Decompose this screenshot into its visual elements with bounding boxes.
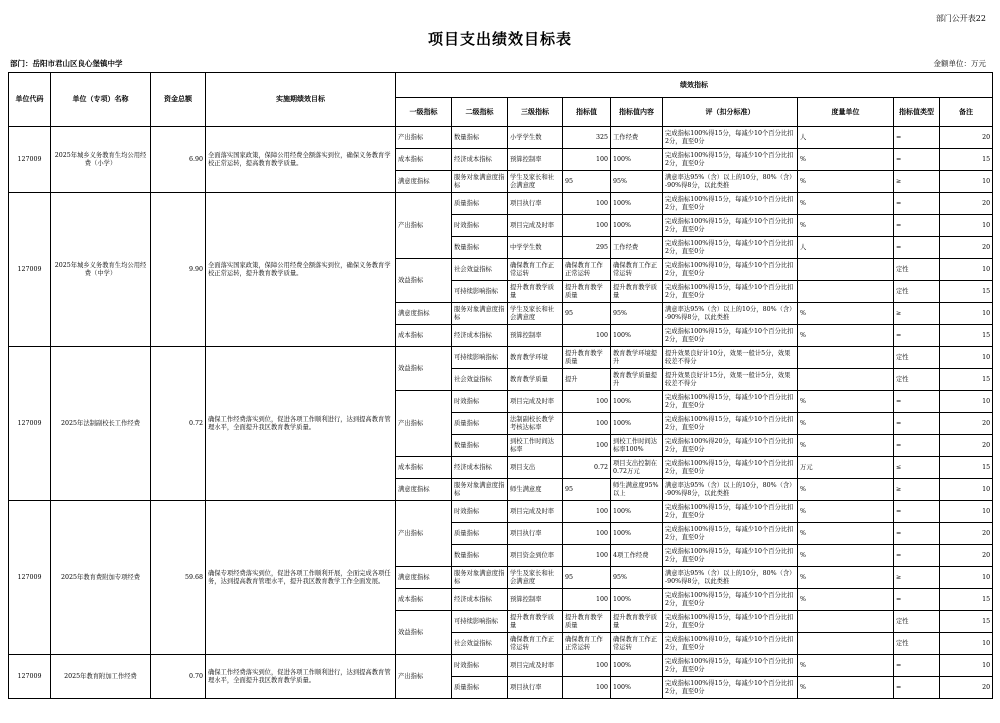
level2-cell: 可持续影响指标 bbox=[452, 611, 508, 633]
unit-code-cell: 127009 bbox=[9, 127, 51, 193]
criteria-cell: 完成指标100%得15分，每减少10个百分比扣2分，直至0分 bbox=[663, 149, 798, 171]
note-cell: 15 bbox=[940, 325, 993, 347]
note-cell: 15 bbox=[940, 149, 993, 171]
value-cell: 100 bbox=[563, 501, 611, 523]
value-type-cell: 定性 bbox=[894, 281, 940, 303]
level1-cell: 满意度指标 bbox=[396, 171, 452, 193]
value-content-cell: 95% bbox=[611, 567, 663, 589]
value-cell: 100 bbox=[563, 325, 611, 347]
value-cell: 100 bbox=[563, 413, 611, 435]
measure-unit-cell: 万元 bbox=[798, 457, 894, 479]
value-cell: 100 bbox=[563, 655, 611, 677]
level2-cell: 时效指标 bbox=[452, 501, 508, 523]
value-cell: 95 bbox=[563, 303, 611, 325]
level3-cell: 法制副校长教学考核达标率 bbox=[508, 413, 563, 435]
criteria-cell: 完成指标100%得15分，每减少10个百分比扣2分，直至0分 bbox=[663, 325, 798, 347]
level3-cell: 项目资金到位率 bbox=[508, 545, 563, 567]
level2-cell: 服务对象满意度指标 bbox=[452, 171, 508, 193]
measure-unit-cell: % bbox=[798, 325, 894, 347]
measure-unit-cell: % bbox=[798, 677, 894, 699]
criteria-cell: 完成指标100%得15分，每减少10个百分比扣2分，直至0分 bbox=[663, 457, 798, 479]
value-type-cell: = bbox=[894, 193, 940, 215]
table-row bbox=[9, 193, 993, 215]
criteria-cell: 完成指标100%得10分，每减少10个百分比扣2分，直至0分 bbox=[663, 259, 798, 281]
level3-cell: 项目执行率 bbox=[508, 677, 563, 699]
value-content-cell: 100% bbox=[611, 215, 663, 237]
level1-cell: 产出指标 bbox=[396, 655, 452, 699]
value-type-cell: = bbox=[894, 589, 940, 611]
level1-cell: 产出指标 bbox=[396, 193, 452, 259]
level2-cell: 服务对象满意度指标 bbox=[452, 303, 508, 325]
level2-cell: 社会效益指标 bbox=[452, 369, 508, 391]
level3-cell: 小学学生数 bbox=[508, 127, 563, 149]
measure-unit-cell: % bbox=[798, 171, 894, 193]
level1-cell: 产出指标 bbox=[396, 127, 452, 149]
value-type-cell: ≥ bbox=[894, 567, 940, 589]
level1-cell: 效益指标 bbox=[396, 347, 452, 391]
value-content-cell: 师生满意度95%以上 bbox=[611, 479, 663, 501]
header-value-type: 指标值类型 bbox=[894, 98, 940, 127]
criteria-cell: 完成指标100%得15分，每减少10个百分比扣2分，直至0分 bbox=[663, 237, 798, 259]
value-cell: 100 bbox=[563, 391, 611, 413]
level1-cell: 成本指标 bbox=[396, 589, 452, 611]
criteria-cell: 完成指标100%得15分，每减少10个百分比扣2分，直至0分 bbox=[663, 127, 798, 149]
value-cell: 100 bbox=[563, 435, 611, 457]
goal-cell: 全面落实国家政策，保障公用经费全额落实到位，确保义务教育学校正常运转，提升教育教学质量。 bbox=[206, 193, 396, 347]
level2-cell: 时效指标 bbox=[452, 391, 508, 413]
note-cell: 15 bbox=[940, 281, 993, 303]
measure-unit-cell: % bbox=[798, 567, 894, 589]
header-value-content: 指标值内容 bbox=[611, 98, 663, 127]
level3-cell: 项目执行率 bbox=[508, 523, 563, 545]
level2-cell: 质量指标 bbox=[452, 413, 508, 435]
page-number: 部门公开表22 bbox=[935, 14, 986, 23]
value-cell: 100 bbox=[563, 677, 611, 699]
criteria-cell: 完成指标100%得15分，每减少10个百分比扣2分，直至0分 bbox=[663, 589, 798, 611]
project-name-cell: 2025年城乡义务教育生均公用经费（中学） bbox=[51, 193, 151, 347]
level3-cell: 项目执行率 bbox=[508, 193, 563, 215]
value-type-cell: 定性 bbox=[894, 369, 940, 391]
value-type-cell: = bbox=[894, 435, 940, 457]
level2-cell: 服务对象满意度指标 bbox=[452, 567, 508, 589]
measure-unit-cell: 人 bbox=[798, 127, 894, 149]
unit-code-cell: 127009 bbox=[9, 655, 51, 699]
level2-cell: 社会效益指标 bbox=[452, 259, 508, 281]
value-type-cell: = bbox=[894, 523, 940, 545]
value-content-cell: 100% bbox=[611, 413, 663, 435]
value-content-cell: 教育教学环境提升 bbox=[611, 347, 663, 369]
note-cell: 10 bbox=[940, 633, 993, 655]
amount-cell: 9.90 bbox=[151, 193, 206, 347]
value-cell: 提升教育教学质量 bbox=[563, 347, 611, 369]
level2-cell: 经济成本指标 bbox=[452, 457, 508, 479]
unit-code-cell: 127009 bbox=[9, 193, 51, 347]
goal-cell: 全面落实国家政策，保障公用经费全额落实到位，确保义务教育学校正常运转，提高教育教学质量。 bbox=[206, 127, 396, 193]
note-cell: 20 bbox=[940, 677, 993, 699]
goal-cell: 确保工作经费落实到位，促进各项工作顺利进行，达到提高教育管理水平，全面提升我区教育教学质量。 bbox=[206, 347, 396, 501]
value-cell: 提升 bbox=[563, 369, 611, 391]
level1-cell: 成本指标 bbox=[396, 149, 452, 171]
value-content-cell: 确保教育工作正常运转 bbox=[611, 259, 663, 281]
level1-cell: 效益指标 bbox=[396, 259, 452, 303]
value-content-cell: 100% bbox=[611, 501, 663, 523]
value-cell: 100 bbox=[563, 545, 611, 567]
note-cell: 10 bbox=[940, 215, 993, 237]
criteria-cell: 满意率达95%（含）以上的10分，80%（含）-90%得8分，以此类推 bbox=[663, 567, 798, 589]
criteria-cell: 完成指标100%得15分，每减少10个百分比扣2分，直至0分 bbox=[663, 677, 798, 699]
level3-cell: 项目完成及时率 bbox=[508, 501, 563, 523]
page-title: 项目支出绩效目标表 bbox=[427, 30, 572, 48]
note-cell: 10 bbox=[940, 303, 993, 325]
table-row bbox=[9, 127, 993, 149]
level3-cell: 确保教育工作正常运转 bbox=[508, 633, 563, 655]
level3-cell: 中学学生数 bbox=[508, 237, 563, 259]
level3-cell: 教育教学环境 bbox=[508, 347, 563, 369]
criteria-cell: 完成指标100%得15分，每减少10个百分比扣2分，直至0分 bbox=[663, 523, 798, 545]
goal-cell: 确保专项经费落实到位，促进各项工作顺利开展，全面完成各项任务，达到提高教育管理水平，提升我区教育教学工作全面发展。 bbox=[206, 501, 396, 655]
header-criteria: 评（扣分标准） bbox=[663, 98, 798, 127]
level1-cell: 产出指标 bbox=[396, 391, 452, 457]
value-cell: 100 bbox=[563, 523, 611, 545]
project-name-cell: 2025年教育附加工作经费 bbox=[51, 655, 151, 699]
header-goal: 实施期绩效目标 bbox=[206, 73, 396, 127]
value-cell: 95 bbox=[563, 567, 611, 589]
level3-cell: 项目完成及时率 bbox=[508, 215, 563, 237]
level3-cell: 学生及家长和社会满意度 bbox=[508, 567, 563, 589]
value-cell: 100 bbox=[563, 193, 611, 215]
value-type-cell: = bbox=[894, 325, 940, 347]
note-cell: 15 bbox=[940, 589, 993, 611]
value-type-cell: = bbox=[894, 149, 940, 171]
value-cell: 提升教育教学质量 bbox=[563, 611, 611, 633]
measure-unit-cell: 人 bbox=[798, 237, 894, 259]
level1-cell: 满意度指标 bbox=[396, 567, 452, 589]
level2-cell: 服务对象满意度指标 bbox=[452, 479, 508, 501]
value-type-cell: = bbox=[894, 677, 940, 699]
value-content-cell: 100% bbox=[611, 325, 663, 347]
amount-cell: 0.70 bbox=[151, 655, 206, 699]
note-cell: 20 bbox=[940, 413, 993, 435]
value-content-cell: 100% bbox=[611, 677, 663, 699]
value-content-cell: 教育教学质量提升 bbox=[611, 369, 663, 391]
value-cell: 确保教育工作正常运转 bbox=[563, 633, 611, 655]
criteria-cell: 完成指标100%得15分，每减少10个百分比扣2分，直至0分 bbox=[663, 501, 798, 523]
criteria-cell: 完成指标100%得15分，每减少10个百分比扣2分，直至0分 bbox=[663, 545, 798, 567]
level2-cell: 质量指标 bbox=[452, 193, 508, 215]
criteria-cell: 完成指标100%得15分，每减少10个百分比扣2分，直至0分 bbox=[663, 391, 798, 413]
measure-unit-cell bbox=[798, 281, 894, 303]
note-cell: 20 bbox=[940, 127, 993, 149]
value-cell: 100 bbox=[563, 589, 611, 611]
value-type-cell: = bbox=[894, 501, 940, 523]
level1-cell: 满意度指标 bbox=[396, 303, 452, 325]
level2-cell: 数量指标 bbox=[452, 545, 508, 567]
value-cell: 95 bbox=[563, 479, 611, 501]
header-level3: 三级指标 bbox=[508, 98, 563, 127]
header-level2: 二级指标 bbox=[452, 98, 508, 127]
measure-unit-cell bbox=[798, 347, 894, 369]
value-cell: 95 bbox=[563, 171, 611, 193]
level3-cell: 项目完成及时率 bbox=[508, 655, 563, 677]
value-content-cell: 95% bbox=[611, 171, 663, 193]
measure-unit-cell: % bbox=[798, 501, 894, 523]
level2-cell: 时效指标 bbox=[452, 655, 508, 677]
measure-unit-cell bbox=[798, 611, 894, 633]
note-cell: 10 bbox=[940, 501, 993, 523]
measure-unit-cell: % bbox=[798, 435, 894, 457]
project-name-cell: 2025年法制副校长工作经费 bbox=[51, 347, 151, 501]
level3-cell: 学生及家长和社会满意度 bbox=[508, 171, 563, 193]
value-type-cell: = bbox=[894, 655, 940, 677]
value-type-cell: 定性 bbox=[894, 633, 940, 655]
criteria-cell: 提升效果良好计10分，效果一般计5分，效果较差不得分 bbox=[663, 347, 798, 369]
note-cell: 20 bbox=[940, 435, 993, 457]
level3-cell: 确保教育工作正常运转 bbox=[508, 259, 563, 281]
value-content-cell: 100% bbox=[611, 523, 663, 545]
value-type-cell: ≥ bbox=[894, 303, 940, 325]
table-row bbox=[9, 655, 993, 677]
level1-cell: 成本指标 bbox=[396, 325, 452, 347]
level2-cell: 社会效益指标 bbox=[452, 633, 508, 655]
criteria-cell: 完成指标100%得20分，每减少10个百分比扣2分，直至0分 bbox=[663, 435, 798, 457]
amount-cell: 6.90 bbox=[151, 127, 206, 193]
unit-code-cell: 127009 bbox=[9, 501, 51, 655]
value-type-cell: = bbox=[894, 215, 940, 237]
value-content-cell: 100% bbox=[611, 589, 663, 611]
criteria-cell: 满意率达95%（含）以上的10分，80%（含）-90%得8分，以此类推 bbox=[663, 479, 798, 501]
measure-unit-cell: % bbox=[798, 479, 894, 501]
value-type-cell: = bbox=[894, 237, 940, 259]
note-cell: 20 bbox=[940, 193, 993, 215]
measure-unit-cell: % bbox=[798, 215, 894, 237]
value-content-cell: 95% bbox=[611, 303, 663, 325]
performance-table bbox=[8, 72, 993, 699]
goal-cell: 确保工作经费落实到位，促进各项工作顺利进行，达到提高教育管理水平，全面提升我区教育教学质量。 bbox=[206, 655, 396, 699]
value-type-cell: = bbox=[894, 127, 940, 149]
measure-unit-cell bbox=[798, 369, 894, 391]
value-type-cell: = bbox=[894, 391, 940, 413]
level2-cell: 数量指标 bbox=[452, 127, 508, 149]
level3-cell: 提升教育教学质量 bbox=[508, 611, 563, 633]
value-cell: 325 bbox=[563, 127, 611, 149]
note-cell: 10 bbox=[940, 567, 993, 589]
value-type-cell: ≥ bbox=[894, 171, 940, 193]
measure-unit-cell: % bbox=[798, 545, 894, 567]
amount-unit-label: 金额单位：万元 bbox=[933, 59, 986, 68]
level3-cell: 学生及家长和社会满意度 bbox=[508, 303, 563, 325]
value-content-cell: 确保教育工作正常运转 bbox=[611, 633, 663, 655]
header-measure-unit: 度量单位 bbox=[798, 98, 894, 127]
measure-unit-cell: % bbox=[798, 523, 894, 545]
value-content-cell: 4项工作经费 bbox=[611, 545, 663, 567]
criteria-cell: 完成指标100%得15分，每减少10个百分比扣2分，直至0分 bbox=[663, 215, 798, 237]
value-content-cell: 100% bbox=[611, 149, 663, 171]
value-type-cell: 定性 bbox=[894, 259, 940, 281]
level2-cell: 质量指标 bbox=[452, 523, 508, 545]
amount-cell: 59.68 bbox=[151, 501, 206, 655]
criteria-cell: 完成指标100%得15分，每减少10个百分比扣2分，直至0分 bbox=[663, 413, 798, 435]
level1-cell: 产出指标 bbox=[396, 501, 452, 567]
project-name-cell: 2025年城乡义务教育生均公用经费（小学） bbox=[51, 127, 151, 193]
note-cell: 20 bbox=[940, 523, 993, 545]
table-row bbox=[9, 347, 993, 369]
level2-cell: 质量指标 bbox=[452, 677, 508, 699]
project-name-cell: 2025年教育费附加专项经费 bbox=[51, 501, 151, 655]
note-cell: 15 bbox=[940, 369, 993, 391]
criteria-cell: 完成指标100%得15分，每减少10个百分比扣2分，直至0分 bbox=[663, 611, 798, 633]
value-type-cell: = bbox=[894, 545, 940, 567]
level1-cell: 效益指标 bbox=[396, 611, 452, 655]
level1-cell: 满意度指标 bbox=[396, 479, 452, 501]
note-cell: 10 bbox=[940, 259, 993, 281]
value-cell: 提升教育教学质量 bbox=[563, 281, 611, 303]
value-content-cell: 到校工作时间达标率100% bbox=[611, 435, 663, 457]
measure-unit-cell: % bbox=[798, 391, 894, 413]
note-cell: 15 bbox=[940, 457, 993, 479]
level2-cell: 数量指标 bbox=[452, 435, 508, 457]
level3-cell: 教育教学质量 bbox=[508, 369, 563, 391]
level3-cell: 项目支出 bbox=[508, 457, 563, 479]
header-name: 单位（专项）名称 bbox=[51, 73, 151, 127]
level1-cell: 成本指标 bbox=[396, 457, 452, 479]
value-content-cell: 100% bbox=[611, 193, 663, 215]
header-code: 单位代码 bbox=[9, 73, 51, 127]
measure-unit-cell: % bbox=[798, 589, 894, 611]
value-type-cell: = bbox=[894, 413, 940, 435]
measure-unit-cell bbox=[798, 633, 894, 655]
note-cell: 20 bbox=[940, 237, 993, 259]
level2-cell: 数量指标 bbox=[452, 237, 508, 259]
value-type-cell: 定性 bbox=[894, 611, 940, 633]
note-cell: 10 bbox=[940, 171, 993, 193]
value-content-cell: 提升教育教学质量 bbox=[611, 281, 663, 303]
note-cell: 15 bbox=[940, 611, 993, 633]
value-content-cell: 提升教育教学质量 bbox=[611, 611, 663, 633]
level2-cell: 经济成本指标 bbox=[452, 149, 508, 171]
note-cell: 10 bbox=[940, 347, 993, 369]
level3-cell: 到校工作时间达标率 bbox=[508, 435, 563, 457]
department-label: 部门：岳阳市君山区良心堡镇中学 bbox=[10, 59, 123, 68]
amount-cell: 0.72 bbox=[151, 347, 206, 501]
note-cell: 10 bbox=[940, 655, 993, 677]
level2-cell: 时效指标 bbox=[452, 215, 508, 237]
level3-cell: 提升教育教学质量 bbox=[508, 281, 563, 303]
level3-cell: 预算控制率 bbox=[508, 325, 563, 347]
value-content-cell: 100% bbox=[611, 655, 663, 677]
value-cell: 确保教育工作正常运转 bbox=[563, 259, 611, 281]
measure-unit-cell: % bbox=[798, 655, 894, 677]
note-cell: 10 bbox=[940, 391, 993, 413]
header-amount: 资金总额 bbox=[151, 73, 206, 127]
note-cell: 10 bbox=[940, 479, 993, 501]
measure-unit-cell: % bbox=[798, 303, 894, 325]
level2-cell: 经济成本指标 bbox=[452, 589, 508, 611]
criteria-cell: 完成指标100%得15分，每减少10个百分比扣2分，直至0分 bbox=[663, 655, 798, 677]
table-row bbox=[9, 501, 993, 523]
level2-cell: 经济成本指标 bbox=[452, 325, 508, 347]
value-type-cell: 定性 bbox=[894, 347, 940, 369]
value-content-cell: 工作经费 bbox=[611, 237, 663, 259]
measure-unit-cell bbox=[798, 259, 894, 281]
criteria-cell: 完成指标100%得10分，每减少10个百分比扣2分，直至0分 bbox=[663, 633, 798, 655]
level2-cell: 可持续影响指标 bbox=[452, 347, 508, 369]
header-value: 指标值 bbox=[563, 98, 611, 127]
header-level1: 一级指标 bbox=[396, 98, 452, 127]
criteria-cell: 完成指标100%得15分，每减少10个百分比扣2分，直至0分 bbox=[663, 281, 798, 303]
unit-code-cell: 127009 bbox=[9, 347, 51, 501]
value-cell: 100 bbox=[563, 149, 611, 171]
level2-cell: 可持续影响指标 bbox=[452, 281, 508, 303]
measure-unit-cell: % bbox=[798, 193, 894, 215]
criteria-cell: 提升效果良好计15分，效果一般计5分，效果较差不得分 bbox=[663, 369, 798, 391]
value-cell: 100 bbox=[563, 215, 611, 237]
note-cell: 20 bbox=[940, 545, 993, 567]
level3-cell: 预算控制率 bbox=[508, 589, 563, 611]
level3-cell: 项目完成及时率 bbox=[508, 391, 563, 413]
level3-cell: 师生满意度 bbox=[508, 479, 563, 501]
value-type-cell: ≥ bbox=[894, 479, 940, 501]
level3-cell: 预算控制率 bbox=[508, 149, 563, 171]
criteria-cell: 完成指标100%得15分，每减少10个百分比扣2分，直至0分 bbox=[663, 193, 798, 215]
measure-unit-cell: % bbox=[798, 413, 894, 435]
value-type-cell: ≤ bbox=[894, 457, 940, 479]
value-content-cell: 100% bbox=[611, 391, 663, 413]
header-note: 备注 bbox=[940, 98, 993, 127]
header-performance: 绩效指标 bbox=[396, 73, 993, 98]
value-content-cell: 工作经费 bbox=[611, 127, 663, 149]
criteria-cell: 满意率达95%（含）以上的10分，80%（含）-90%得8分，以此类推 bbox=[663, 171, 798, 193]
measure-unit-cell: % bbox=[798, 149, 894, 171]
value-content-cell: 项目支出控制在0.72万元 bbox=[611, 457, 663, 479]
criteria-cell: 满意率达95%（含）以上的10分，80%（含）-90%得8分，以此类推 bbox=[663, 303, 798, 325]
value-cell: 295 bbox=[563, 237, 611, 259]
value-cell: 0.72 bbox=[563, 457, 611, 479]
